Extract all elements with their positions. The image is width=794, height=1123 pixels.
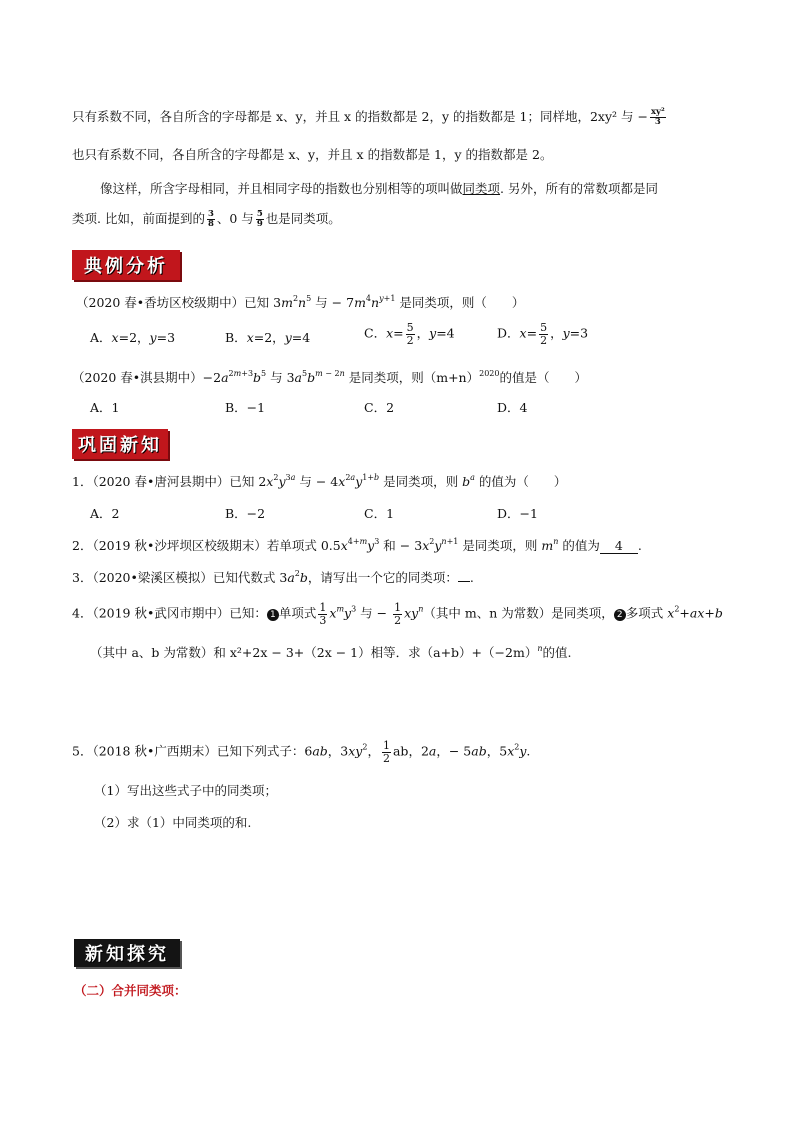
- section-subheading: （二）合并同类项：: [74, 983, 187, 998]
- example-q1-option-a: A．x=2，y=3: [90, 330, 176, 345]
- exercise-4: 4．（2019 秋•武冈市期中）已知： 1 单项式 $\frac{1}{3}$ $x^my^3$ 与 − $\frac{1}{2}$ $xy^n$（其中 m、n 为常数）是同类项， 2 多项式 $x^2+ax+b$: [72, 601, 723, 627]
- answer-blank: [458, 581, 470, 582]
- example-q2-option-c: C．2: [364, 400, 395, 415]
- example-q2-option-a: A．1: [90, 400, 120, 415]
- intro-line-3: 像这样，所含字母相同，并且相同字母的指数也分别相等的项叫做同类项. 另外，所有的常数项都是同: [100, 181, 658, 196]
- intro-line-1: 只有系数不同，各自所含的字母都是 x、y，并且 x 的指数都是 2，y 的指数都是 1；同样地，2xy² 与 − $\frac{\text{xy²}}{3}$: [72, 107, 665, 127]
- exercise-1-option-b: B．−2: [225, 506, 266, 521]
- exercise-5: 5．（2018 秋•广西期末）已知下列式子：6ab，$3xy^2$， $\frac{1}{2}$ ab，2a，− 5ab，$5x^2y$.: [72, 739, 531, 765]
- example-q2-option-b: B．−1: [225, 400, 266, 415]
- section-banner-explore: 新知探究: [74, 939, 180, 967]
- example-q1-option-c: C．x= $\frac{5}{2}$ ，y=4: [364, 321, 455, 347]
- term-highlight: 同类项: [462, 181, 501, 196]
- example-question-2: （2020 春•淇县期中）$-2a^{2m+3}b^5$ 与 $3a^5b^{m - 2n}$ 是同类项，则$(m+n)^{2020}$的值是（ ）: [72, 369, 587, 385]
- example-q1-option-d: D．x= $\frac{5}{2}$ ，y=3: [497, 321, 589, 347]
- fraction: $\frac{5}{9}$: [256, 209, 263, 229]
- example-q1-option-b: B．x=2，y=4: [225, 330, 311, 345]
- exercise-1-option-c: C．1: [364, 506, 395, 521]
- intro-line-4: 类项. 比如，前面提到的 $\frac{3}{8}$ 、0 与 $\frac{5}{9}$ 也是同类项。: [72, 209, 341, 229]
- example-question-1: （2020 春•香坊区校级期中）已知 $3m^2n^5$ 与 − $7m^4n^{y+1}$ 是同类项，则（ ）: [76, 294, 525, 310]
- answer-blank: 4: [600, 538, 638, 554]
- circle-number-2-icon: 2: [614, 609, 626, 621]
- fraction: $\frac{\text{xy²}}{3}$: [650, 107, 665, 127]
- exercise-4-line-2: （其中 a、b 为常数）和 x²+2x − 3+（2x − 1）相等．求$(a+b)+(-2m)^n$的值.: [90, 644, 572, 660]
- example-q2-option-d: D．4: [497, 400, 528, 415]
- exercise-2: 2．（2019 秋•沙坪坝区校级期末）若单项式 $0.5x^{4+m}y^3$ 和 − $3x^2y^{n+1}$ 是同类项，则 $m^n$ 的值为 4 .: [72, 537, 642, 553]
- exercise-1-option-a: A．2: [90, 506, 120, 521]
- exercise-5-sub-2: （2）求（1）中同类项的和.: [94, 815, 252, 830]
- intro-line-2: 也只有系数不同，各自所含的字母都是 x、y，并且 x 的指数都是 1，y 的指数都是 2。: [72, 147, 553, 162]
- exercise-5-sub-1: （1）写出这些式子中的同类项；: [94, 783, 277, 798]
- exercise-1: 1．（2020 春•唐河县期中）已知 $2x^2y^{3a}$ 与 − $4x^{2a}y^{1+b}$ 是同类项，则 $b^a$ 的值为（ ）: [72, 473, 567, 489]
- section-banner-consolidate: 巩固新知: [72, 429, 168, 459]
- fraction: $\frac{3}{8}$: [207, 209, 214, 229]
- circle-number-1-icon: 1: [267, 609, 279, 621]
- exercise-3: 3．（2020•梁溪区模拟）已知代数式 $3a^2b$，请写出一个它的同类项： .: [72, 569, 474, 585]
- exercise-1-option-d: D．−1: [497, 506, 538, 521]
- section-banner-example: 典例分析: [72, 250, 180, 280]
